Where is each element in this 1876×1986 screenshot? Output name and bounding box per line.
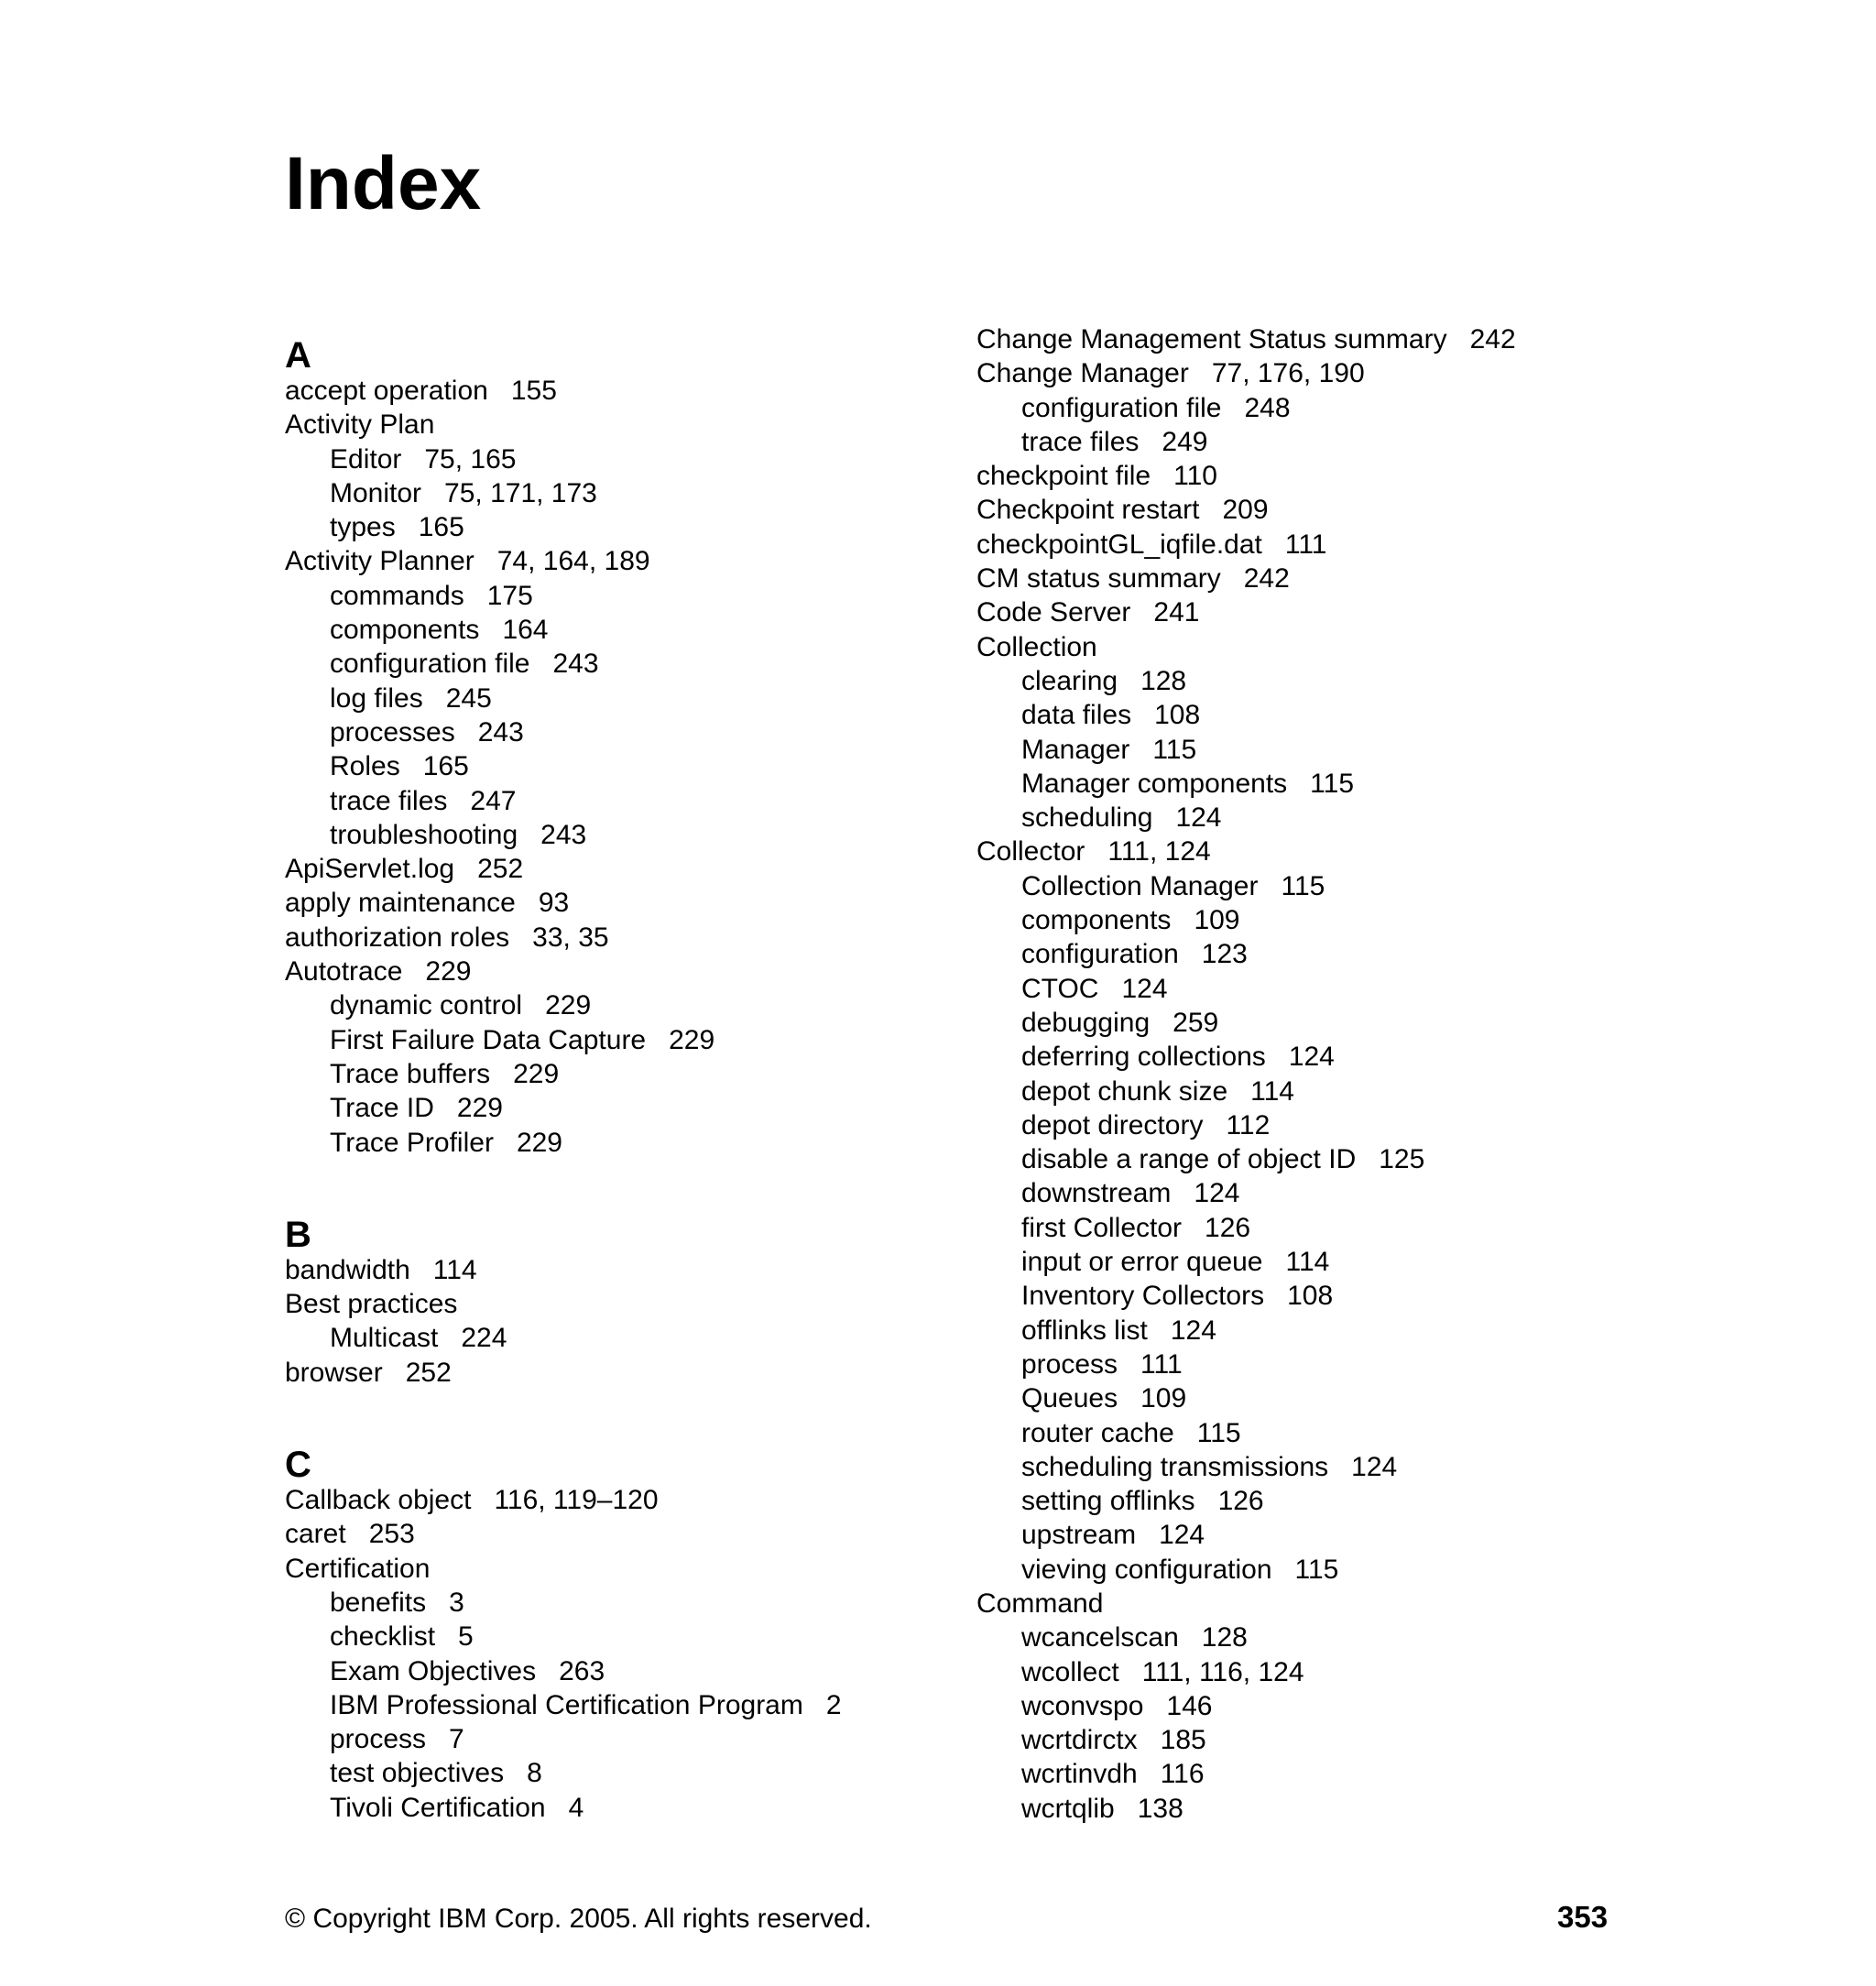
index-term: Checkpoint restart (976, 495, 1200, 526)
index-term: process (1021, 1348, 1118, 1380)
index-entry (285, 955, 944, 988)
index-term: wconvspo (1021, 1690, 1144, 1721)
index-term: types (330, 512, 396, 543)
index-term: Trace buffers (330, 1058, 491, 1089)
index-page-refs: 229 (545, 990, 592, 1021)
index-page-refs: 111, 116, 124 (1141, 1656, 1304, 1687)
index-page-refs: 77, 176, 190 (1211, 358, 1365, 389)
section-c-entries (285, 1483, 944, 1825)
index-subentry (976, 972, 1636, 1006)
index-term: downstream (1021, 1178, 1172, 1209)
section-a-entries (285, 374, 944, 1160)
index-subentry (976, 1792, 1636, 1826)
index-page-refs: 229 (513, 1058, 560, 1089)
index-page-refs: 146 (1166, 1690, 1213, 1721)
index-subentry (285, 1023, 944, 1057)
index-subentry (976, 425, 1636, 459)
index-page-refs: 33, 35 (532, 922, 609, 953)
index-term: disable a range of object ID (1021, 1144, 1357, 1175)
index-page-refs: 125 (1379, 1144, 1425, 1175)
index-page-refs: 111 (1140, 1348, 1183, 1380)
index-subentry (976, 391, 1636, 425)
index-term: Manager components (1021, 768, 1288, 799)
index-term: Code Server (976, 597, 1131, 628)
index-term: Exam Objectives (330, 1655, 537, 1686)
index-subentry (976, 1142, 1636, 1176)
index-term: configuration file (330, 649, 530, 680)
index-term: components (330, 615, 480, 646)
index-term: dynamic control (330, 990, 523, 1021)
index-subentry (976, 1381, 1636, 1415)
index-term: scheduling transmissions (1021, 1451, 1329, 1482)
section-b-entries (285, 1253, 944, 1390)
index-term: accept operation (285, 376, 488, 406)
section-letter-c: C (285, 1445, 311, 1486)
index-subentry (976, 801, 1636, 835)
index-page-refs: 124 (1170, 1315, 1216, 1346)
index-term: Tivoli Certification (330, 1792, 546, 1823)
index-term: First Failure Data Capture (330, 1024, 647, 1055)
index-subentry (976, 1211, 1636, 1245)
index-term: Command (976, 1588, 1104, 1619)
index-page-refs: 263 (559, 1655, 605, 1686)
index-term: troubleshooting (330, 819, 518, 850)
index-page-refs: 138 (1137, 1793, 1183, 1824)
index-subentry (976, 1176, 1636, 1210)
index-subentry (285, 682, 944, 715)
index-subentry (285, 1091, 944, 1125)
index-page-refs: 124 (1121, 973, 1168, 1004)
index-subentry (285, 510, 944, 544)
index-entry (976, 630, 1636, 664)
index-page-refs: 128 (1140, 665, 1187, 696)
index-subentry (976, 1620, 1636, 1654)
index-term: router cache (1021, 1417, 1174, 1448)
index-term: Editor (330, 443, 402, 475)
index-page-refs: 245 (445, 682, 492, 714)
index-term: checkpointGL_iqfile.dat (976, 529, 1262, 560)
index-page-refs: 114 (432, 1254, 477, 1285)
index-term: Roles (330, 751, 400, 782)
index-page-refs: 209 (1222, 495, 1269, 526)
index-subentry (285, 1586, 944, 1620)
index-entry (285, 1356, 944, 1390)
index-entry (976, 493, 1636, 527)
index-subentry (976, 869, 1636, 903)
index-page-refs: 243 (477, 716, 524, 747)
index-subentry (976, 1757, 1636, 1791)
index-subentry (285, 715, 944, 749)
index-page-refs: 126 (1205, 1212, 1251, 1243)
index-page-refs: 124 (1194, 1178, 1240, 1209)
index-subentry (976, 1040, 1636, 1074)
index-term: scheduling (1021, 802, 1153, 834)
index-page-refs: 243 (540, 819, 587, 850)
section-letter-b: B (285, 1214, 311, 1255)
index-entry (976, 595, 1636, 629)
index-page-refs: 253 (368, 1519, 415, 1550)
index-page-refs: 124 (1288, 1042, 1335, 1073)
index-subentry (976, 664, 1636, 698)
index-term: offlinks list (1021, 1315, 1148, 1346)
index-subentry (285, 1688, 944, 1722)
index-page-refs: 114 (1285, 1247, 1330, 1278)
index-page-refs: 229 (516, 1127, 562, 1158)
index-term: process (330, 1724, 427, 1755)
index-term: browser (285, 1357, 383, 1388)
index-term: CTOC (1021, 973, 1099, 1004)
index-subentry (285, 442, 944, 476)
index-page-refs: 229 (456, 1093, 503, 1124)
index-page-refs: 155 (510, 376, 557, 406)
index-page-refs: 247 (470, 785, 517, 816)
index-term: configuration (1021, 939, 1179, 970)
index-entry (285, 852, 944, 886)
index-page-refs: 115 (1152, 734, 1197, 765)
index-term: trace files (330, 785, 448, 816)
index-term: Activity Planner (285, 546, 474, 577)
index-subentry (285, 1126, 944, 1160)
index-subentry (976, 733, 1636, 767)
copyright-notice: © Copyright IBM Corp. 2005. All rights reserved. (285, 1904, 872, 1934)
index-subentry (976, 1416, 1636, 1450)
index-term: Best practices (285, 1289, 458, 1320)
index-term: wcancelscan (1021, 1622, 1179, 1653)
index-subentry (285, 647, 944, 681)
index-page-refs: 3 (449, 1587, 464, 1618)
index-subentry (976, 1108, 1636, 1142)
index-term: Trace Profiler (330, 1127, 494, 1158)
index-page-refs: 164 (502, 615, 549, 646)
index-term: upstream (1021, 1520, 1137, 1551)
index-page-refs: 4 (568, 1792, 584, 1823)
index-term: processes (330, 716, 455, 747)
index-term: CM status summary (976, 563, 1221, 595)
index-subentry (976, 1553, 1636, 1587)
index-term: apply maintenance (285, 888, 516, 919)
index-page-refs: 248 (1244, 392, 1291, 423)
index-page-refs: 185 (1160, 1725, 1206, 1756)
index-term: Certification (285, 1553, 431, 1584)
index-entry (285, 1552, 944, 1586)
index-page-refs: 74, 164, 189 (496, 546, 650, 577)
index-entry (976, 835, 1636, 868)
index-entry (285, 544, 944, 578)
index-page-refs: 241 (1153, 597, 1200, 628)
index-entry (285, 1483, 944, 1517)
index-term: Change Manager (976, 358, 1189, 389)
index-page-refs: 242 (1469, 324, 1516, 355)
index-subentry (285, 1654, 944, 1688)
index-subentry (976, 937, 1636, 971)
index-entry (976, 528, 1636, 562)
index-term: Trace ID (330, 1093, 434, 1124)
index-subentry (976, 1314, 1636, 1348)
index-page-refs: 8 (527, 1758, 542, 1789)
index-term: checklist (330, 1621, 436, 1653)
index-subentry (976, 1450, 1636, 1484)
index-entry (285, 1253, 944, 1287)
index-term: configuration file (1021, 392, 1222, 423)
index-subentry (976, 767, 1636, 801)
index-term: debugging (1021, 1007, 1151, 1038)
index-page-refs: 112 (1226, 1109, 1271, 1140)
index-entry (976, 1587, 1636, 1620)
index-term: benefits (330, 1587, 427, 1618)
index-page-refs: 115 (1294, 1554, 1339, 1585)
index-page-refs: 111, 124 (1107, 836, 1211, 868)
index-term: Collector (976, 836, 1085, 868)
index-entry (285, 886, 944, 920)
index-term: wcrtqlib (1021, 1793, 1115, 1824)
index-subentry (976, 1518, 1636, 1552)
index-term: depot directory (1021, 1109, 1204, 1140)
index-subentry (976, 1245, 1636, 1279)
index-page-refs: 124 (1351, 1451, 1398, 1482)
index-term: Activity Plan (285, 409, 435, 441)
index-term: Collection Manager (1021, 870, 1259, 901)
index-entry (976, 459, 1636, 493)
index-subentry (976, 1484, 1636, 1518)
index-page-refs: 124 (1175, 802, 1222, 834)
index-term: data files (1021, 700, 1132, 731)
index-page-refs: 252 (477, 854, 524, 885)
index-page-refs: 114 (1250, 1075, 1294, 1107)
index-term: ApiServlet.log (285, 854, 455, 885)
index-term: wcrtdirctx (1021, 1725, 1138, 1756)
section-c-continued-entries (976, 322, 1636, 1826)
index-page-refs: 126 (1217, 1486, 1264, 1517)
index-page-refs: 7 (449, 1724, 464, 1755)
index-subentry (285, 613, 944, 647)
index-page-refs: 123 (1201, 939, 1248, 970)
index-subentry (976, 1279, 1636, 1313)
index-subentry (976, 1655, 1636, 1689)
index-entry (976, 356, 1636, 390)
page-title: Index (285, 142, 482, 225)
index-subentry (285, 818, 944, 852)
index-subentry (285, 749, 944, 783)
index-column-left (285, 337, 944, 1825)
index-page-refs: 165 (418, 512, 464, 543)
index-term: wcrtinvdh (1021, 1759, 1138, 1790)
index-page-refs: 229 (425, 956, 472, 988)
index-entry (285, 921, 944, 955)
index-term: Autotrace (285, 956, 403, 988)
index-entry (285, 408, 944, 442)
index-page-refs: 109 (1140, 1383, 1187, 1414)
index-subentry (976, 1075, 1636, 1108)
index-page-refs: 116 (1160, 1759, 1205, 1790)
index-term: input or error queue (1021, 1247, 1263, 1278)
index-entry (976, 322, 1636, 356)
index-term: Collection (976, 631, 1097, 662)
index-page-refs: 165 (422, 751, 469, 782)
index-page-refs: 110 (1173, 461, 1217, 492)
index-page-refs: 128 (1201, 1622, 1248, 1653)
index-page-refs: 115 (1281, 870, 1325, 901)
index-entry (285, 1517, 944, 1551)
index-term: authorization roles (285, 922, 510, 953)
index-term: commands (330, 580, 464, 611)
index-term: log files (330, 682, 423, 714)
index-page-refs: 5 (458, 1621, 474, 1653)
index-term: wcollect (1021, 1656, 1119, 1687)
index-term: Change Management Status summary (976, 324, 1447, 355)
index-term: trace files (1021, 426, 1140, 457)
index-term: clearing (1021, 665, 1118, 696)
index-page-refs: 175 (486, 580, 533, 611)
section-letter-a: A (285, 335, 311, 376)
index-subentry (285, 1620, 944, 1653)
index-entry (285, 1287, 944, 1321)
index-term: Callback object (285, 1485, 472, 1516)
index-page-refs: 242 (1243, 563, 1290, 595)
page-number: 353 (1557, 1900, 1609, 1934)
index-page-refs: 2 (825, 1689, 842, 1720)
index-page-refs: 115 (1310, 768, 1354, 799)
index-subentry (976, 698, 1636, 732)
index-subentry (976, 1689, 1636, 1723)
index-subentry (285, 988, 944, 1022)
index-page-refs: 75, 171, 173 (444, 477, 597, 508)
index-term: checkpoint file (976, 461, 1151, 492)
index-page-refs: 108 (1287, 1281, 1334, 1312)
index-page-refs: 243 (552, 649, 599, 680)
index-term: components (1021, 905, 1172, 936)
index-subentry (976, 1723, 1636, 1757)
index-page-refs: 124 (1159, 1520, 1205, 1551)
index-term: Queues (1021, 1383, 1118, 1414)
index-term: setting offlinks (1021, 1486, 1195, 1517)
index-entry (976, 562, 1636, 595)
index-page-refs: 75, 165 (424, 443, 517, 475)
index-subentry (976, 903, 1636, 937)
index-subentry (976, 1006, 1636, 1040)
index-column-right (976, 322, 1636, 1826)
index-subentry (285, 1321, 944, 1355)
index-subentry (285, 1057, 944, 1091)
index-subentry (285, 1791, 944, 1825)
index-page-refs: 224 (461, 1323, 507, 1354)
index-subentry (285, 784, 944, 818)
index-term: deferring collections (1021, 1042, 1266, 1073)
index-term: Manager (1021, 734, 1130, 765)
index-page-refs: 116, 119–120 (494, 1485, 659, 1516)
index-page-refs: 93 (538, 888, 570, 919)
index-entry (285, 374, 944, 408)
index-page-refs: 259 (1172, 1007, 1219, 1038)
index-page-refs: 252 (405, 1357, 452, 1388)
index-term: Multicast (330, 1323, 439, 1354)
index-page-refs: 249 (1162, 426, 1208, 457)
index-term: caret (285, 1519, 346, 1550)
index-subentry (285, 1722, 944, 1756)
index-page-refs: 229 (669, 1024, 715, 1055)
index-subentry (285, 579, 944, 613)
index-term: IBM Professional Certification Program (330, 1689, 803, 1720)
index-term: first Collector (1021, 1212, 1183, 1243)
index-page-refs: 111 (1284, 529, 1327, 560)
index-subentry (285, 1756, 944, 1790)
index-subentry (976, 1348, 1636, 1381)
index-page-refs: 108 (1154, 700, 1201, 731)
index-term: Monitor (330, 477, 422, 508)
index-term: vieving configuration (1021, 1554, 1272, 1585)
index-page-refs: 109 (1194, 905, 1240, 936)
index-term: depot chunk size (1021, 1075, 1228, 1107)
index-term: test objectives (330, 1758, 505, 1789)
index-term: Inventory Collectors (1021, 1281, 1265, 1312)
index-page-refs: 115 (1196, 1417, 1241, 1448)
index-subentry (285, 476, 944, 510)
index-term: bandwidth (285, 1254, 410, 1285)
